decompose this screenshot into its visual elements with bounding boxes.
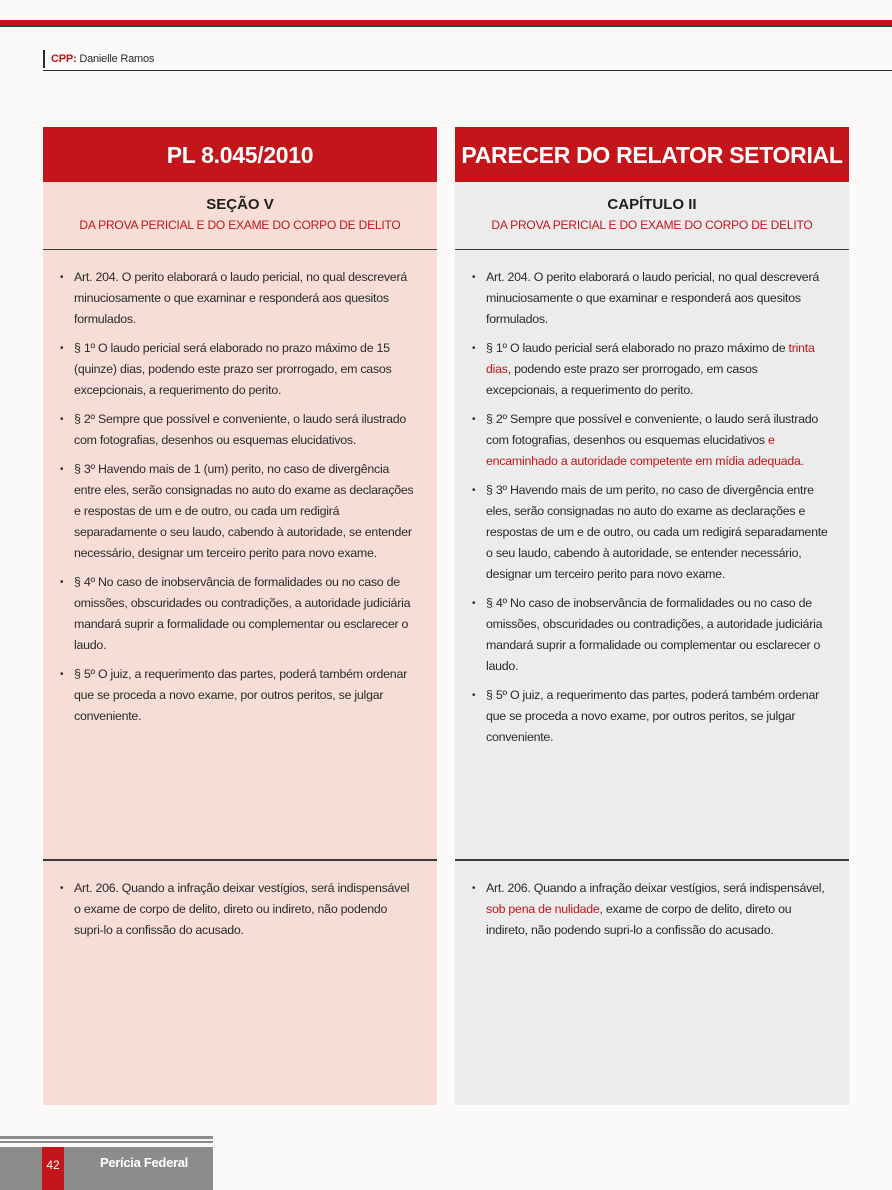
- column-parecer-article-list: [455, 267, 849, 756]
- running-head: [43, 50, 154, 68]
- column-pl-title: PL 8.045/2010: [43, 127, 437, 182]
- list-item: • Art. 204. O perito elaborará o laudo pericial, no qual descreverá minuciosamente o que examinar e responderá aos quesitos formulados.: [455, 267, 849, 330]
- list-item: • Art. 206. Quando a infração deixar vestígios, será indispensável o exame de corpo de delito, direto ou indireto, não podendo supri-lo a confissão do acusado.: [43, 878, 437, 941]
- column-pl: [43, 127, 437, 1105]
- list-item: • Art. 204. O perito elaborará o laudo pericial, no qual descreverá minuciosamente o que examinar e responderá aos quesitos formulados.: [43, 267, 437, 330]
- page-number: 42: [42, 1147, 64, 1190]
- column-parecer-art206-list: [455, 878, 849, 949]
- list-item: [455, 338, 849, 401]
- list-item: • § 4º No caso de inobservância de formalidades ou no caso de omissões, obscuridades ou contradições, a autoridade judiciária mandará suprir a formalidade ou complementar ou esclarecer o laudo.: [455, 593, 849, 677]
- item-text: § 2º Sempre que possível e conveniente, o laudo será ilustrado com fotografias, desenhos ou esquemas elucidativos: [486, 412, 819, 447]
- footer-rule: [0, 1141, 213, 1143]
- running-head-label: CPP:: [51, 53, 77, 65]
- list-item: • § 5º O juiz, a requerimento das partes, poderá também ordenar que se proceda a novo exame, por outros peritos, se julgar conveniente.: [455, 685, 849, 748]
- running-head-rule: [43, 70, 892, 71]
- column-pl-subtitle: DA PROVA PERICIAL E DO EXAME DO CORPO DE DELITO: [79, 218, 401, 232]
- column-pl-divider: [43, 249, 437, 250]
- item-text: § 1º O laudo pericial será elaborado no prazo máximo de: [486, 341, 789, 355]
- column-pl-section-divider: [43, 859, 437, 861]
- highlight-text: e encaminhado a autoridade competente em mídia adequada.: [486, 433, 804, 468]
- item-text: , exame de corpo de delito, direto ou indireto, não podendo supri-lo a confissão do acusado.: [486, 902, 792, 937]
- list-item: • § 1º O laudo pericial será elaborado no prazo máximo de 15 (quinze) dias, podendo este prazo ser prorrogado, em casos excepcionais, a requerimento do perito.: [43, 338, 437, 401]
- magazine-name: Perícia Federal: [100, 1155, 188, 1170]
- column-pl-art206-list: [43, 878, 437, 949]
- column-parecer: [455, 127, 849, 1105]
- running-head-author: Danielle Ramos: [79, 53, 155, 65]
- list-item: • § 4º No caso de inobservância de formalidades ou no caso de omissões, obscuridades ou contradições, a autoridade judiciária mandará suprir a formalidade ou complementar ou esclarecer o laudo.: [43, 572, 437, 656]
- list-item: • § 5º O juiz, a requerimento das partes, poderá também ordenar que se proceda a novo exame, por outros peritos, se julgar conveniente.: [43, 664, 437, 727]
- column-parecer-divider: [455, 249, 849, 250]
- footer-rule: [0, 1136, 213, 1139]
- top-dark-bar: [0, 25, 892, 27]
- list-item: • § 2º Sempre que possível e conveniente, o laudo será ilustrado com fotografias, desenhos ou esquemas elucidativos.: [43, 409, 437, 451]
- list-item: • § 3º Havendo mais de 1 (um) perito, no caso de divergência entre eles, serão consignadas no auto do exame as declarações e respostas de um e de outro, ou cada um redigirá separadamente o seu laudo, cabendo à autoridade, se entender necessário, designar um terceiro perito para novo exame.: [43, 459, 437, 564]
- column-parecer-title: PARECER DO RELATOR SETORIAL: [455, 127, 849, 182]
- column-parecer-subtitle: DA PROVA PERICIAL E DO EXAME DO CORPO DE DELITO: [491, 218, 813, 232]
- list-item: [455, 878, 849, 941]
- list-item: • § 3º Havendo mais de um perito, no caso de divergência entre eles, serão consignadas no auto do exame as declarações e respostas de um e de outro, ou cada um redigirá separadamente o seu laudo, cabendo à autoridade, se entender necessário, designar um terceiro perito para novo exame.: [455, 480, 849, 585]
- item-text: , podendo este prazo ser prorrogado, em casos excepcionais, a requerimento do perito.: [486, 362, 758, 397]
- column-pl-article-list: [43, 267, 437, 735]
- item-text: Art. 206. Quando a infração deixar vestígios, será indispensável,: [486, 881, 825, 895]
- column-parecer-section: CAPÍTULO II: [607, 196, 697, 213]
- column-parecer-section-divider: [455, 859, 849, 861]
- highlight-text: trinta dias: [486, 341, 815, 376]
- column-pl-section: SEÇÃO V: [206, 196, 274, 213]
- highlight-text: sob pena de nulidade: [486, 902, 600, 916]
- list-item: [455, 409, 849, 472]
